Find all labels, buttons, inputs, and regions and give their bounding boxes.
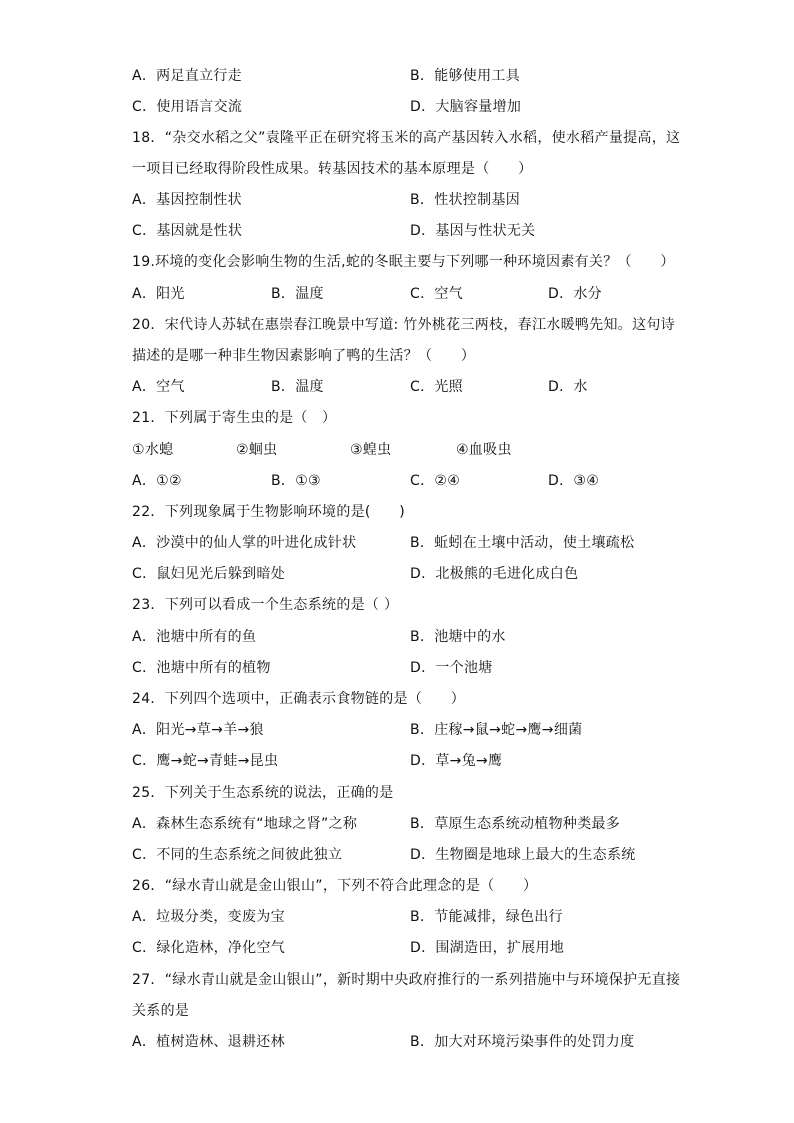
q20-option-d[interactable]: D．水 [548, 379, 588, 395]
q25-option-a[interactable]: A．森林生态系统有“地球之肾”之称 [132, 816, 358, 832]
q21-option-a[interactable]: A．①② [132, 473, 182, 489]
q23-option-c[interactable]: C．池塘中所有的植物 [132, 660, 271, 676]
q19-stem-line-1 [0, 252, 794, 276]
q26-option-d[interactable]: D．围湖造田，扩展用地 [410, 940, 565, 956]
q26-options-row-2 [0, 938, 794, 962]
q27-option-b[interactable]: B．加大对环境污染事件的处罚力度 [410, 1034, 635, 1050]
q21-option-c[interactable]: C．②④ [410, 473, 461, 489]
q22-option-b[interactable]: B．蚯蚓在土壤中活动，使土壤疏松 [410, 535, 635, 551]
q24-options-row-1 [0, 720, 794, 744]
q27-stem-line-2 [0, 1001, 794, 1025]
q17-options-row-2 [0, 97, 794, 121]
q25-stem-text: 25．下列关于生态系统的说法，正确的是 [132, 785, 394, 801]
q23-option-d[interactable]: D．一个池塘 [410, 660, 493, 676]
q21-option-d[interactable]: D．③④ [548, 473, 600, 489]
q26-option-c[interactable]: C．绿化造林，净化空气 [132, 940, 286, 956]
q20-stem-line-2 [0, 346, 794, 370]
q17-option-c[interactable]: C．使用语言交流 [132, 99, 243, 115]
q20-option-a[interactable]: A．空气 [132, 379, 185, 395]
q20-stem-text: 描述的是哪一种非生物因素影响了鸭的生活？（ ） [132, 348, 476, 364]
q20-option-b[interactable]: B．温度 [271, 379, 324, 395]
q18-stem-text: 18．“杂交水稻之父”袁隆平正在研究将玉米的高产基因转入水稻，使水稻产量提高，这 [132, 130, 681, 146]
q21-stem-line-1 [0, 408, 794, 432]
q23-stem-text: 23．下列可以看成一个生态系统的是（ ） [132, 597, 399, 613]
q17-options-row-1 [0, 66, 794, 90]
q26-option-a[interactable]: A．垃圾分类，变废为宝 [132, 909, 285, 925]
q19-option-d[interactable]: D．水分 [548, 286, 602, 302]
q23-option-a[interactable]: A．池塘中所有的鱼 [132, 629, 257, 645]
q18-stem-line-2 [0, 159, 794, 183]
q25-options-row-1 [0, 814, 794, 838]
q18-option-b[interactable]: B．性状控制基因 [410, 192, 521, 208]
q24-option-b[interactable]: B．庄稼→鼠→蛇→鹰→细菌 [410, 722, 583, 738]
q26-option-b[interactable]: B．节能减排，绿色出行 [410, 909, 563, 925]
q26-stem-line-1 [0, 876, 794, 900]
q20-option-c[interactable]: C．光照 [410, 379, 463, 395]
q18-option-c[interactable]: C．基因就是性状 [132, 223, 243, 239]
q19-stem-text: 19.环境的变化会影响生物的生活,蛇的冬眠主要与下列哪一种环境因素有关？（ ） [132, 254, 675, 270]
q27-stem-line-1 [0, 970, 794, 994]
q21-item-1: ①水螅 [132, 442, 174, 458]
q18-stem-text: 一项目已经取得阶段性成果。转基因技术的基本原理是（ ） [132, 161, 533, 177]
q19-options-row [0, 284, 794, 308]
q25-options-row-2 [0, 845, 794, 869]
q25-option-c[interactable]: C．不同的生态系统之间彼此独立 [132, 847, 343, 863]
q23-options-row-1 [0, 627, 794, 651]
q18-stem-line-1 [0, 128, 794, 152]
q19-option-b[interactable]: B．温度 [271, 286, 324, 302]
q27-stem-text: 关系的是 [132, 1003, 190, 1019]
q24-option-a[interactable]: A．阳光→草→羊→狼 [132, 722, 264, 738]
q17-option-d[interactable]: D．大脑容量增加 [410, 99, 522, 115]
q26-stem-text: 26．“绿水青山就是金山银山”，下列不符合此理念的是（ ） [132, 878, 538, 894]
q18-options-row-2 [0, 221, 794, 245]
q27-stem-text: 27．“绿水青山就是金山银山”，新时期中央政府推行的一系列措施中与环境保护无直接 [132, 972, 681, 988]
q27-option-a[interactable]: A．植树造林、退耕还林 [132, 1034, 285, 1050]
q22-option-d[interactable]: D．北极熊的毛进化成白色 [410, 566, 579, 582]
q25-stem-line-1 [0, 783, 794, 807]
q25-option-b[interactable]: B．草原生态系统动植物种类最多 [410, 816, 621, 832]
q17-option-b[interactable]: B．能够使用工具 [410, 68, 521, 84]
q18-options-row-1 [0, 190, 794, 214]
q20-options-row [0, 377, 794, 401]
q20-stem-line-1 [0, 315, 794, 339]
q18-option-a[interactable]: A．基因控制性状 [132, 192, 242, 208]
q25-option-d[interactable]: D．生物圈是地球上最大的生态系统 [410, 847, 636, 863]
q24-option-d[interactable]: D．草→兔→鹰 [410, 753, 503, 769]
q21-item-2: ②蛔虫 [236, 442, 278, 458]
q22-option-a[interactable]: A．沙漠中的仙人掌的叶进化成针状 [132, 535, 357, 551]
q21-option-b[interactable]: B．①③ [271, 473, 321, 489]
q21-item-4: ④血吸虫 [456, 442, 512, 458]
q24-option-c[interactable]: C．鹰→蛇→青蛙→昆虫 [132, 753, 279, 769]
q21-items-row [0, 440, 794, 464]
q22-option-c[interactable]: C．鼠妇见光后躲到暗处 [132, 566, 286, 582]
q22-stem-text: 22．下列现象属于生物影响环境的是( ) [132, 504, 406, 520]
q19-option-a[interactable]: A．阳光 [132, 286, 185, 302]
q22-options-row-2 [0, 564, 794, 588]
q18-option-d[interactable]: D．基因与性状无关 [410, 223, 536, 239]
q22-stem-line-1 [0, 502, 794, 526]
q21-options-row [0, 471, 794, 495]
q21-stem-text: 21．下列属于寄生虫的是（ ） [132, 410, 337, 426]
q24-stem-text: 24．下列四个选项中，正确表示食物链的是（ ） [132, 691, 466, 707]
q23-option-b[interactable]: B．池塘中的水 [410, 629, 506, 645]
q27-options-row-1 [0, 1032, 794, 1056]
q21-item-3: ③蝗虫 [350, 442, 392, 458]
q22-options-row-1 [0, 533, 794, 557]
q20-stem-text: 20．宋代诗人苏轼在惠崇春江晚景中写道: 竹外桃花三两枝，春江水暖鸭先知。这句诗 [132, 317, 675, 333]
q19-option-c[interactable]: C．空气 [410, 286, 463, 302]
q24-stem-line-1 [0, 689, 794, 713]
q17-option-a[interactable]: A．两足直立行走 [132, 68, 242, 84]
q23-stem-line-1 [0, 595, 794, 619]
q23-options-row-2 [0, 658, 794, 682]
q26-options-row-1 [0, 907, 794, 931]
q24-options-row-2 [0, 751, 794, 775]
